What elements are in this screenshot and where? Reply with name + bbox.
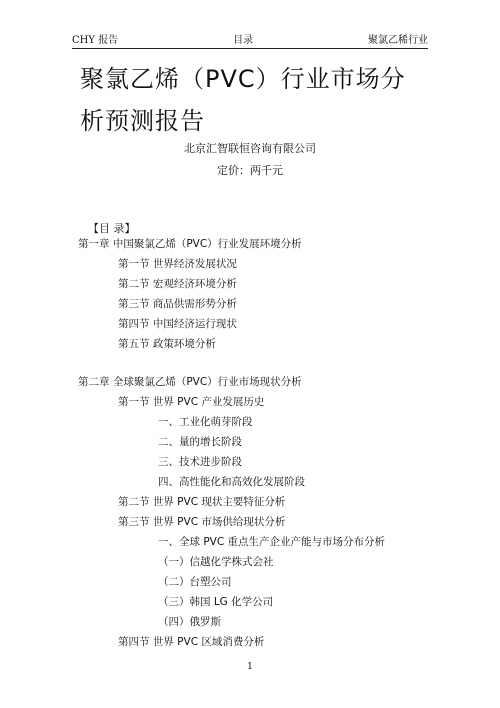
page-header xyxy=(72,30,428,49)
toc-entry[interactable]: （一）信越化学株式会社 xyxy=(158,556,274,568)
toc-entry[interactable]: 第一章 中国聚氯乙烯（PVC）行业发展环境分析 xyxy=(78,238,302,250)
toc-entry[interactable]: 第四节 世界 PVC 区域消费分析 xyxy=(118,636,265,648)
toc-entry[interactable]: 第三节 商品供需形势分析 xyxy=(118,298,237,310)
toc-entry[interactable]: 三、技术进步阶段 xyxy=(158,456,242,468)
toc-entry[interactable]: 四、高性能化和高效化发展阶段 xyxy=(158,476,305,488)
header-center: 目录 xyxy=(233,35,254,46)
page-number: 1 xyxy=(247,662,253,672)
toc-entry[interactable]: 第一节 世界经济发展状况 xyxy=(118,258,237,270)
toc-entry[interactable]: 二、量的增长阶段 xyxy=(158,436,242,448)
toc-entry[interactable]: 第一节 世界 PVC 产业发展历史 xyxy=(118,396,265,408)
toc-entry[interactable]: 第五节 政策环境分析 xyxy=(118,338,216,350)
toc-entry[interactable]: 第二章 全球聚氯乙烯（PVC）行业市场现状分析 xyxy=(78,376,302,388)
toc-entry[interactable]: （三）韩国 LG 化学公司 xyxy=(158,596,274,608)
toc-entry[interactable]: （二）台塑公司 xyxy=(158,576,232,588)
toc-entry[interactable]: 一、工业化萌芽阶段 xyxy=(158,416,253,428)
price-line: 定价：两千元 xyxy=(217,164,283,177)
header-left: CHY 报告 xyxy=(72,35,119,46)
toc-entry[interactable]: 第二节 世界 PVC 现状主要特征分析 xyxy=(118,496,286,508)
toc-entry[interactable]: 第二节 宏观经济环境分析 xyxy=(118,278,237,290)
toc-entry[interactable]: （四）俄罗斯 xyxy=(158,616,221,628)
toc-entry[interactable]: 第四节 中国经济运行现状 xyxy=(118,318,237,330)
toc-entry[interactable]: 第三节 世界 PVC 市场供给现状分析 xyxy=(118,516,286,528)
report-title: 聚氯乙烯（PVC）行业市场分析预测报告 xyxy=(80,65,406,135)
company-name: 北京汇智联恒咨询有限公司 xyxy=(184,142,316,155)
header-right: 聚氯乙稀行业 xyxy=(368,35,428,46)
toc-heading: 【目 录】 xyxy=(88,222,136,235)
toc-entry[interactable]: 一、全球 PVC 重点生产企业产能与市场分布分析 xyxy=(158,536,386,548)
